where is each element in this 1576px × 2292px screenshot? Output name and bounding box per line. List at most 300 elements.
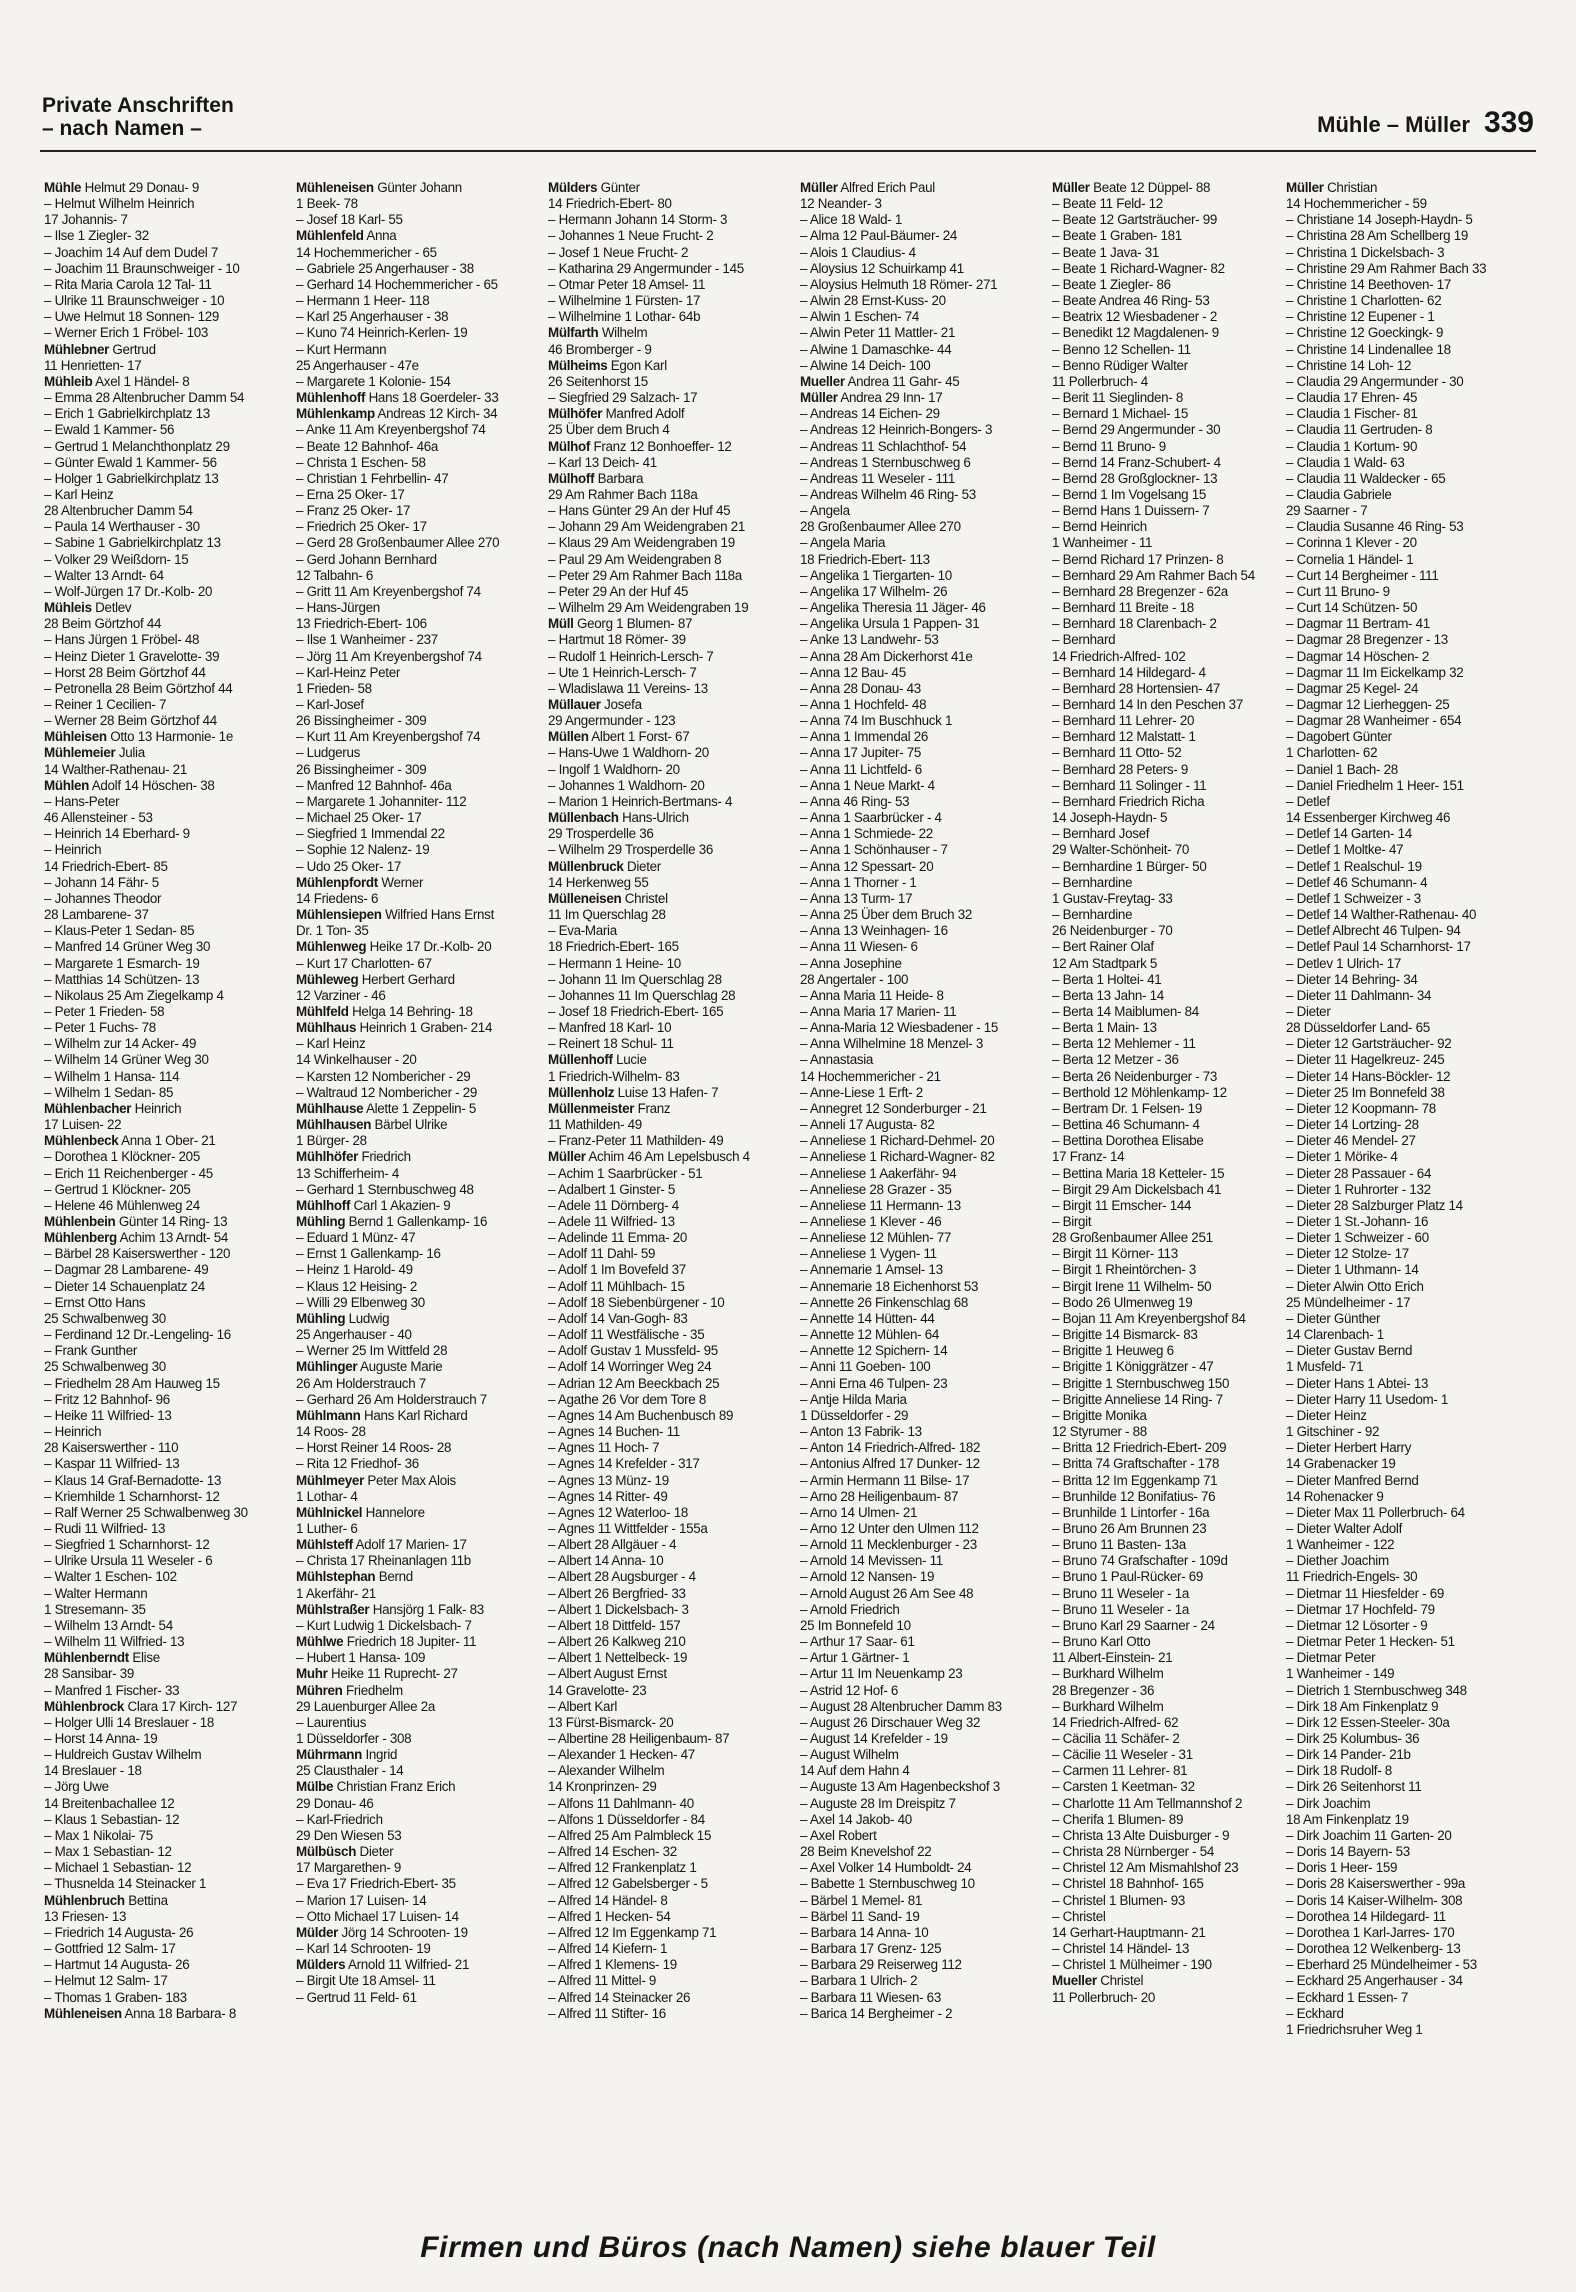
directory-entry [44, 439, 290, 455]
surname: Mühlmeyer [296, 1472, 364, 1488]
entry-text: – Detlef 1 Schweizer - 3 [1286, 890, 1421, 906]
entry-text: – Anneliese 1 Vygen- 11 [800, 1246, 937, 1262]
entry-text: – Ilse 1 Ziegler- 32 [44, 228, 149, 244]
directory-entry [1286, 600, 1532, 616]
directory-entry [1286, 2022, 1532, 2038]
entry-text: – Anna Maria 11 Heide- 8 [800, 987, 944, 1003]
directory-column-1 [44, 180, 290, 2220]
entry-text: – Angelika Ursula 1 Pappen- 31 [800, 616, 980, 632]
entry-text: – Jörg 11 Am Kreyenbergshof 74 [296, 648, 482, 664]
directory-entry-heading [296, 1101, 542, 1117]
entry-text: 26 Bissingheimer - 309 [296, 713, 427, 729]
entry-text: – Bernd 14 Franz-Schubert- 4 [1052, 454, 1221, 470]
entry-text: – Christine 12 Eupener - 1 [1286, 309, 1435, 325]
directory-entry [1052, 1440, 1298, 1456]
directory-entry-heading [548, 1149, 794, 1165]
directory-entry [296, 713, 542, 729]
directory-entry-heading [548, 810, 794, 826]
entry-text: – Bruno Karl Otto [1052, 1634, 1151, 1650]
directory-entry [44, 535, 290, 551]
directory-entry [548, 487, 794, 503]
directory-entry [296, 665, 542, 681]
directory-entry [44, 1618, 290, 1634]
directory-entry-heading [548, 891, 794, 907]
directory-entry [296, 487, 542, 503]
directory-entry [1052, 228, 1298, 244]
directory-entry-heading [548, 358, 794, 374]
entry-text: – Albert 26 Kalkweg 210 [548, 1634, 686, 1650]
entry-text: – Bojan 11 Am Kreyenbergshof 84 [1052, 1310, 1246, 1326]
entry-text: 25 Im Bonnefeld 10 [800, 1617, 911, 1633]
directory-entry [1286, 1020, 1532, 1036]
entry-text: – Helmut Wilhelm Heinrich [44, 196, 195, 212]
directory-entry [296, 584, 542, 600]
entry-text: – Paul 29 Am Weidengraben 8 [548, 551, 722, 567]
entry-text: 1 Bürger- 28 [296, 1133, 367, 1149]
directory-entry-heading [44, 180, 290, 196]
entry-text: – Eckhard [1286, 2005, 1344, 2021]
directory-entry [548, 277, 794, 293]
entry-text: – Christa 28 Nürnberger - 54 [1052, 1844, 1215, 1860]
directory-entry [1052, 1343, 1298, 1359]
directory-entry [800, 1893, 1046, 1909]
entry-text: – Antje Hilda Maria [800, 1391, 907, 1407]
directory-entry [1052, 1456, 1298, 1472]
directory-entry [1286, 1052, 1532, 1068]
entry-text: – Kurt Ludwig 1 Dickelsbach- 7 [296, 1617, 472, 1633]
entry-text: – Benedikt 12 Magdalenen- 9 [1052, 325, 1219, 341]
directory-entry [1286, 649, 1532, 665]
directory-entry [548, 1828, 794, 1844]
entry-text: – Bärbel 11 Sand- 19 [800, 1908, 920, 1924]
entry-text: 13 Fürst-Bismarck- 20 [548, 1714, 674, 1730]
directory-entry [548, 1376, 794, 1392]
entry-text: 26 Am Holderstrauch 7 [296, 1375, 426, 1391]
entry-text: 28 Großenbaumer Allee 251 [1052, 1230, 1213, 1246]
directory-entry [548, 600, 794, 616]
directory-entry [1286, 1957, 1532, 1973]
entry-text: – Wolf-Jürgen 17 Dr.-Kolb- 20 [44, 583, 213, 599]
entry-text: – Anna 13 Weinhagen- 16 [800, 923, 948, 939]
surname: Mülder [296, 1924, 339, 1940]
directory-entry [296, 616, 542, 632]
entry-text: 1 Gustav-Freytag- 33 [1052, 890, 1173, 906]
directory-entry-heading [296, 1505, 542, 1521]
entry-text: – Sabine 1 Gabrielkirchplatz 13 [44, 535, 221, 551]
entry-text: 1 Düsseldorfer - 29 [800, 1407, 909, 1423]
directory-entry [44, 1408, 290, 1424]
entry-text: – Manfred 12 Bahnhof- 46a [296, 777, 452, 793]
directory-entry [296, 422, 542, 438]
entry-text: Peter Max Alois [367, 1472, 456, 1488]
directory-entry [1286, 1392, 1532, 1408]
entry-text: – Bernhard 12 Malstatt- 1 [1052, 729, 1196, 745]
directory-entry-heading [296, 390, 542, 406]
directory-entry [1052, 1359, 1298, 1375]
entry-text: – Frank Gunther [44, 1343, 138, 1359]
directory-entry [800, 907, 1046, 923]
directory-entry [1052, 713, 1298, 729]
directory-entry-heading [44, 1893, 290, 1909]
entry-text: – Siegfried 29 Salzach- 17 [548, 390, 698, 406]
directory-entry [800, 1182, 1046, 1198]
directory-entry [1286, 1618, 1532, 1634]
entry-text: – Burkhard Wilhelm [1052, 1666, 1164, 1682]
entry-text: 28 Beim Görtzhof 44 [44, 616, 162, 632]
entry-text: – Berta 13 Jahn- 14 [1052, 987, 1164, 1003]
directory-entry [44, 1392, 290, 1408]
directory-entry [800, 1505, 1046, 1521]
entry-text: – August Wilhelm [800, 1747, 899, 1763]
entry-text: Otto 13 Harmonie- 1e [110, 729, 233, 745]
header-divider [40, 150, 1536, 152]
entry-text: Clara 17 Kirch- 127 [127, 1698, 238, 1714]
directory-entry-heading [296, 1004, 542, 1020]
directory-entry [1052, 1779, 1298, 1795]
directory-entry-heading [296, 228, 542, 244]
entry-text: – Anneliese 11 Hermann- 13 [800, 1197, 961, 1213]
directory-entry [44, 552, 290, 568]
entry-text: – Beate 1 Java- 31 [1052, 244, 1160, 260]
directory-entry [1052, 1069, 1298, 1085]
entry-text: 11 Mathilden- 49 [548, 1117, 642, 1133]
directory-entry [296, 1343, 542, 1359]
directory-entry [548, 503, 794, 519]
entry-text: – Helmut 12 Salm- 17 [44, 1973, 168, 1989]
directory-entry [1286, 1876, 1532, 1892]
directory-entry [296, 1973, 542, 1989]
directory-entry [44, 810, 290, 826]
entry-text: 28 Beim Knevelshof 22 [800, 1844, 932, 1860]
entry-text: – Dagmar 12 Lierheggen- 25 [1286, 697, 1450, 712]
directory-entry [1286, 713, 1532, 729]
directory-entry [1052, 1586, 1298, 1602]
directory-entry [296, 535, 542, 551]
directory-entry [296, 1376, 542, 1392]
entry-text: – Charlotte 11 Am Tellmannshof 2 [1052, 1795, 1243, 1811]
surname: Mülders [548, 180, 598, 195]
entry-text: 11 Friedrich-Engels- 30 [1286, 1569, 1418, 1585]
entry-text: – Wilhelm 29 Am Weidengraben 19 [548, 600, 749, 616]
entry-text: – Bernhard 14 In den Peschen 37 [1052, 697, 1243, 712]
directory-entry [548, 665, 794, 681]
directory-entry [296, 1763, 542, 1779]
directory-entry-heading [548, 616, 794, 632]
directory-entry [1286, 1004, 1532, 1020]
directory-entry-heading [548, 697, 794, 713]
directory-entry [1286, 632, 1532, 648]
directory-entry [1052, 1424, 1298, 1440]
entry-text: – Dietmar Peter 1 Hecken- 51 [1286, 1634, 1455, 1650]
entry-text: – Werner Erich 1 Fröbel- 103 [44, 325, 209, 341]
directory-entry-heading [548, 325, 794, 341]
directory-entry [548, 1586, 794, 1602]
entry-text: 26 Seitenhorst 15 [548, 373, 648, 389]
entry-text: – Hermann 1 Heine- 10 [548, 955, 681, 971]
directory-entry [1286, 1779, 1532, 1795]
entry-text: 14 Breslauer - 18 [44, 1763, 142, 1779]
directory-entry [1052, 487, 1298, 503]
directory-entry [296, 1586, 542, 1602]
directory-entry-heading [44, 1214, 290, 1230]
entry-text: 11 Pollerbruch- 4 [1052, 373, 1148, 389]
directory-entry [1286, 1198, 1532, 1214]
entry-text: – Claudia 1 Kortum- 90 [1286, 438, 1418, 454]
directory-entry-heading [296, 1634, 542, 1650]
entry-text: – Bertram Dr. 1 Felsen- 19 [1052, 1100, 1202, 1116]
directory-entry [1286, 1715, 1532, 1731]
directory-entry [548, 261, 794, 277]
directory-entry [44, 1634, 290, 1650]
entry-text: – Dieter 1 Mörike- 4 [1286, 1149, 1398, 1165]
directory-entry [800, 1376, 1046, 1392]
directory-entry [44, 1844, 290, 1860]
entry-text: – Fritz 12 Bahnhof- 96 [44, 1391, 170, 1407]
directory-entry [296, 649, 542, 665]
directory-entry [548, 1650, 794, 1666]
directory-entry-heading [548, 406, 794, 422]
entry-text: – Anna Josephine [800, 955, 902, 971]
directory-entry [1052, 584, 1298, 600]
directory-entry [800, 1828, 1046, 1844]
surname: Mühlnickel [296, 1504, 363, 1520]
entry-text: – Arno 14 Ulmen- 21 [800, 1504, 918, 1520]
surname: Mühlenberndt [44, 1650, 129, 1666]
entry-text: – Bernhard 28 Peters- 9 [1052, 761, 1189, 777]
directory-entry [1286, 1569, 1532, 1585]
directory-entry [1286, 1731, 1532, 1747]
directory-entry [800, 616, 1046, 632]
entry-text: 28 Altenbrucher Damm 54 [44, 503, 193, 519]
entry-text: Bettina [128, 1892, 168, 1908]
directory-entry [1052, 1279, 1298, 1295]
directory-entry [1286, 1424, 1532, 1440]
entry-text: – Bettina Dorothea Elisabe [1052, 1133, 1204, 1149]
directory-entry [548, 1214, 794, 1230]
entry-text: – Beate 1 Graben- 181 [1052, 228, 1182, 244]
directory-entry [548, 535, 794, 551]
directory-entry-heading [548, 1052, 794, 1068]
entry-text: – Bernhard 11 Breite - 18 [1052, 600, 1194, 616]
entry-text: – Dieter 1 Schweizer - 60 [1286, 1230, 1429, 1246]
directory-entry [296, 923, 542, 939]
entry-text: – Dieter 28 Passauer - 64 [1286, 1165, 1432, 1181]
directory-entry [1052, 1796, 1298, 1812]
directory-entry [800, 1876, 1046, 1892]
directory-entry [800, 422, 1046, 438]
directory-entry [548, 1295, 794, 1311]
directory-entry [1286, 1699, 1532, 1715]
directory-entry [296, 1295, 542, 1311]
entry-text: – Gerhard 1 Sternbuschweg 48 [296, 1181, 474, 1197]
entry-text: – Anna 28 Am Dickerhorst 41e [800, 648, 973, 664]
directory-entry [1052, 681, 1298, 697]
entry-text: Dieter [359, 1844, 394, 1860]
directory-entry [1052, 1731, 1298, 1747]
entry-text: – Dagmar 28 Bregenzer - 13 [1286, 632, 1448, 648]
entry-text: Carl 1 Akazien- 9 [353, 1197, 451, 1213]
directory-entry [1286, 1214, 1532, 1230]
entry-text: – Birgit 11 Körner- 113 [1052, 1246, 1178, 1262]
directory-entry [800, 1343, 1046, 1359]
directory-entry [1052, 1634, 1298, 1650]
directory-entry [296, 1440, 542, 1456]
directory-entry [1286, 406, 1532, 422]
directory-entry [800, 649, 1046, 665]
directory-entry [1286, 535, 1532, 551]
directory-entry-heading [800, 390, 1046, 406]
entry-text: – Katharina 29 Angermunder - 145 [548, 260, 744, 276]
entry-text: – Wilhelm 1 Hansa- 114 [44, 1068, 180, 1084]
entry-text: Jörg 14 Schrooten- 19 [341, 1924, 468, 1940]
entry-text: – Bruno 1 Paul-Rücker- 69 [1052, 1569, 1204, 1585]
directory-column-4 [800, 180, 1046, 2220]
directory-entry [1052, 762, 1298, 778]
entry-text: 1 Wanheimer - 122 [1286, 1537, 1395, 1553]
directory-entry [800, 891, 1046, 907]
entry-text: 11 Pollerbruch- 20 [1052, 1989, 1156, 2005]
entry-text: – August 28 Altenbrucher Damm 83 [800, 1698, 1002, 1714]
directory-entry [1052, 616, 1298, 632]
entry-text: – Gerhard 26 Am Holderstrauch 7 [296, 1391, 487, 1407]
entry-text: – Bettina Maria 18 Ketteler- 15 [1052, 1165, 1225, 1181]
directory-entry [800, 1990, 1046, 2006]
directory-entry [296, 1796, 542, 1812]
directory-entry [1052, 1893, 1298, 1909]
entry-text: – Albert 1 Dickelsbach- 3 [548, 1601, 689, 1617]
entry-text: – Gertrud 1 Melanchthonplatz 29 [44, 438, 230, 454]
directory-entry [800, 568, 1046, 584]
directory-entry [44, 487, 290, 503]
directory-entry [800, 1085, 1046, 1101]
directory-entry [800, 1327, 1046, 1343]
entry-text: – Alwine 14 Deich- 100 [800, 357, 931, 373]
entry-text: – Detlef Albrecht 46 Tulpen- 94 [1286, 923, 1461, 939]
entry-text: Georg 1 Blumen- 87 [577, 616, 693, 632]
entry-text: – Alfred 14 Kiefern- 1 [548, 1941, 668, 1957]
entry-text: – Max 1 Nikolai- 75 [44, 1827, 153, 1843]
directory-entry [800, 1279, 1046, 1295]
entry-text: 14 Friedrich-Alfred- 102 [1052, 648, 1186, 664]
directory-entry [1286, 1166, 1532, 1182]
directory-entry [296, 1990, 542, 2006]
directory-entry [548, 1020, 794, 1036]
entry-text: 14 Winkelhauser - 20 [296, 1052, 417, 1068]
directory-entry [296, 471, 542, 487]
entry-text: – Thusnelda 14 Steinacker 1 [44, 1876, 207, 1892]
directory-entry [800, 1149, 1046, 1165]
surname: Mülhoff [548, 470, 595, 486]
directory-entry [296, 342, 542, 358]
directory-entry [296, 439, 542, 455]
entry-text: Hans Karl Richard [363, 1407, 468, 1423]
directory-entry [1052, 1747, 1298, 1763]
entry-text: – Bärbel 28 Kaiserswerther - 120 [44, 1246, 231, 1262]
directory-entry [800, 406, 1046, 422]
entry-text: – Gertrud 1 Klöckner- 205 [44, 1181, 191, 1197]
entry-text: – Josef 1 Neue Frucht- 2 [548, 244, 689, 260]
directory-entry [296, 859, 542, 875]
directory-entry [1052, 196, 1298, 212]
surname: Mühle [44, 180, 82, 195]
entry-text: Elise [132, 1650, 160, 1666]
entry-text: – Dieter 11 Dahlmann- 34 [1286, 987, 1432, 1003]
entry-text: – Carmen 11 Lehrer- 81 [1052, 1763, 1188, 1779]
entry-text: – Walter 1 Eschen- 102 [44, 1569, 177, 1585]
entry-text: – Helene 46 Mühlenweg 24 [44, 1197, 200, 1213]
entry-text: – Klaus 14 Graf-Bernadotte- 13 [44, 1472, 222, 1488]
directory-column-6 [1286, 180, 1532, 2220]
surname: Mühlen [44, 777, 90, 793]
entry-text: – Bruno 26 Am Brunnen 23 [1052, 1520, 1207, 1536]
entry-text: – Huldreich Gustav Wilhelm [44, 1747, 202, 1763]
entry-text: – Friedrich 25 Oker- 17 [296, 519, 427, 535]
entry-text: 12 Varziner - 46 [296, 987, 386, 1003]
directory-entry [800, 1408, 1046, 1424]
entry-text: – Artur 11 Im Neuenkamp 23 [800, 1666, 963, 1682]
directory-entry [1052, 1909, 1298, 1925]
directory-entry [1286, 1489, 1532, 1505]
entry-text: Christel [1100, 1973, 1144, 1989]
entry-text: 1 Friedrich-Wilhelm- 83 [548, 1068, 680, 1084]
entry-text: – Claudia 17 Ehren- 45 [1286, 390, 1418, 406]
directory-entry [548, 1359, 794, 1375]
surname: Mühlenkamp [296, 406, 375, 422]
entry-text: – Christine 1 Charlotten- 62 [1286, 293, 1442, 309]
directory-entry [800, 1844, 1046, 1860]
entry-text: – Dieter 25 Im Bonnefeld 38 [1286, 1084, 1445, 1100]
entry-text: – Dietmar Peter [1286, 1650, 1376, 1666]
entry-text: – Britta 12 Im Eggenkamp 71 [1052, 1472, 1218, 1488]
directory-entry [1286, 907, 1532, 923]
entry-text: – Hans Günter 29 An der Huf 45 [548, 503, 731, 519]
directory-entry [800, 455, 1046, 471]
directory-entry [1286, 1990, 1532, 2006]
directory-entry [296, 1909, 542, 1925]
entry-text: – Dieter Max 11 Pollerbruch- 64 [1286, 1504, 1465, 1520]
directory-entry [44, 1424, 290, 1440]
surname: Müllenbruck [548, 858, 624, 874]
entry-text: – Berta 14 Maiblumen- 84 [1052, 1003, 1199, 1019]
entry-text: Anna [366, 228, 397, 244]
directory-entry-heading [296, 1408, 542, 1424]
directory-entry [800, 1295, 1046, 1311]
entry-text: – Dieter Heinz [1286, 1407, 1367, 1423]
entry-text: – Dagmar 11 Bertram- 41 [1286, 616, 1430, 632]
directory-entry [1286, 1279, 1532, 1295]
entry-text: – Detlef 14 Walther-Rathenau- 40 [1286, 907, 1477, 923]
entry-text: – Dieter Alwin Otto Erich [1286, 1278, 1424, 1294]
entry-text: – Benno Rüdiger Walter [1052, 357, 1188, 373]
directory-entry [548, 939, 794, 955]
directory-entry [1052, 956, 1298, 972]
directory-entry [1052, 1214, 1298, 1230]
surname: Müllenholz [548, 1084, 615, 1100]
entry-text: – Carsten 1 Keetman- 32 [1052, 1779, 1195, 1795]
entry-text: – Anneliese 1 Aakerfähr- 94 [800, 1165, 957, 1181]
directory-entry [1286, 875, 1532, 891]
directory-entry [1286, 1262, 1532, 1278]
directory-entry [296, 1246, 542, 1262]
directory-entry-heading [296, 939, 542, 955]
directory-entry [800, 325, 1046, 341]
entry-text: – Detlev 1 Ulrich- 17 [1286, 955, 1402, 971]
directory-entry-heading [296, 1359, 542, 1375]
entry-text: – Dorothea 1 Karl-Jarres- 170 [1286, 1924, 1455, 1940]
directory-entry [548, 212, 794, 228]
entry-text: – Ralf Werner 25 Schwalbenweg 30 [44, 1504, 248, 1520]
entry-text: – Albert 18 Dittfeld- 157 [548, 1617, 681, 1633]
